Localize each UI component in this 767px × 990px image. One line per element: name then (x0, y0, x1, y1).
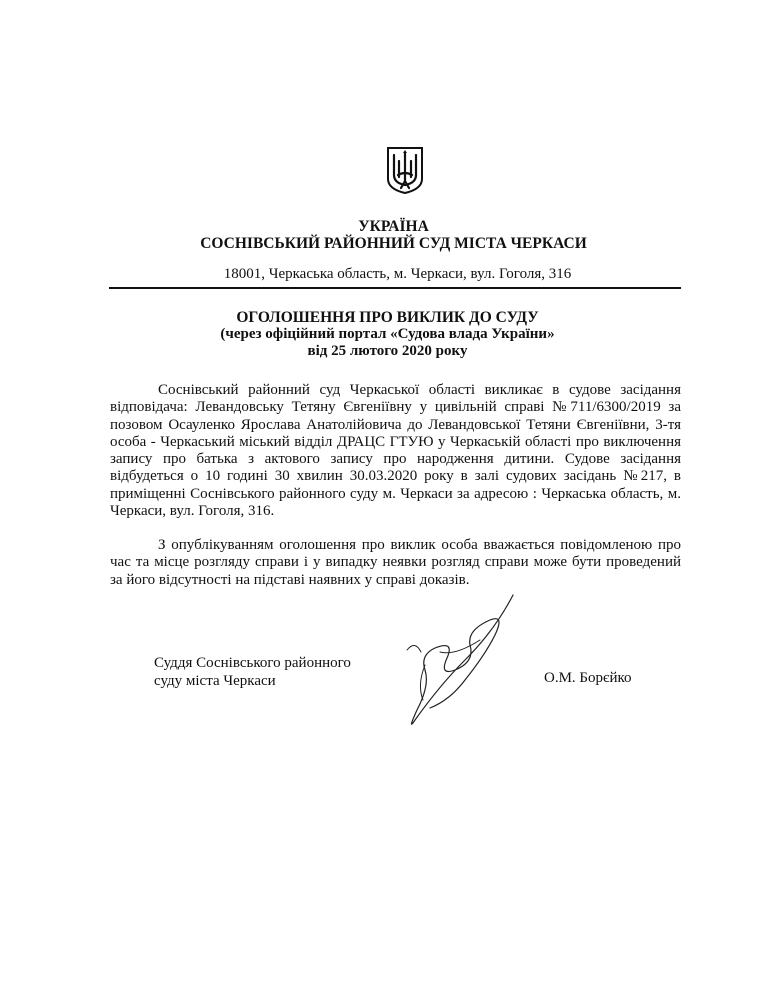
header-divider (109, 287, 681, 289)
notice-paragraph: Соснівський районний суд Черкаської області викликає в судове засідання відповідача: Левандовську Тетяну Євгеніївну у цивільній справі №711/6300/2019 за позовом Осауленко Ярослава Анатолійовича до Левандовської Тетяни Євгеніївни, 3-тя особа - Черкаський міський відділ ДРАЦС ГТУЮ у Черкаській області про виключення запису про батька з актового запису про народження дитини. Судове засідання відбудеться о 10 годині 30 хвилин 30.03.2020 року в залі судових засідань №217, в приміщенні Соснівського районного суду м. Черкаси за адресою : Черкаська область, м. Черкаси, вул. Гоголя, 316. (110, 382, 681, 520)
notice-title: ОГОЛОШЕННЯ ПРО ВИКЛИК ДО СУДУ (236, 309, 539, 326)
court-name: СОСНІВСЬКИЙ РАЙОННИЙ СУД МІСТА ЧЕРКАСИ (200, 235, 587, 252)
notice-date: від 25 лютого 2020 року (307, 343, 468, 359)
judge-name: О.М. Борєйко (544, 670, 632, 686)
trident-emblem-icon (386, 145, 424, 195)
judge-title (154, 654, 351, 690)
court-address: 18001, Черкаська область, м. Черкаси, вул. Гоголя, 316 (223, 266, 572, 282)
judge-title-line: суду міста Черкаси (154, 673, 276, 689)
judge-title-line: Суддя Соснівського районного (154, 655, 351, 671)
notice-subtitle: (через офіційний портал «Судова влада України» (220, 326, 555, 342)
notice-paragraph: З опублікуванням оголошення про виклик особа вважається повідомленою про час та місце розгляду справи і у випадку неявки розгляд справи може бути проведений за його відсутності на підставі наявних у справі доказів. (110, 537, 681, 588)
handwritten-signature (395, 590, 535, 735)
country-title: УКРАЇНА (358, 218, 429, 235)
